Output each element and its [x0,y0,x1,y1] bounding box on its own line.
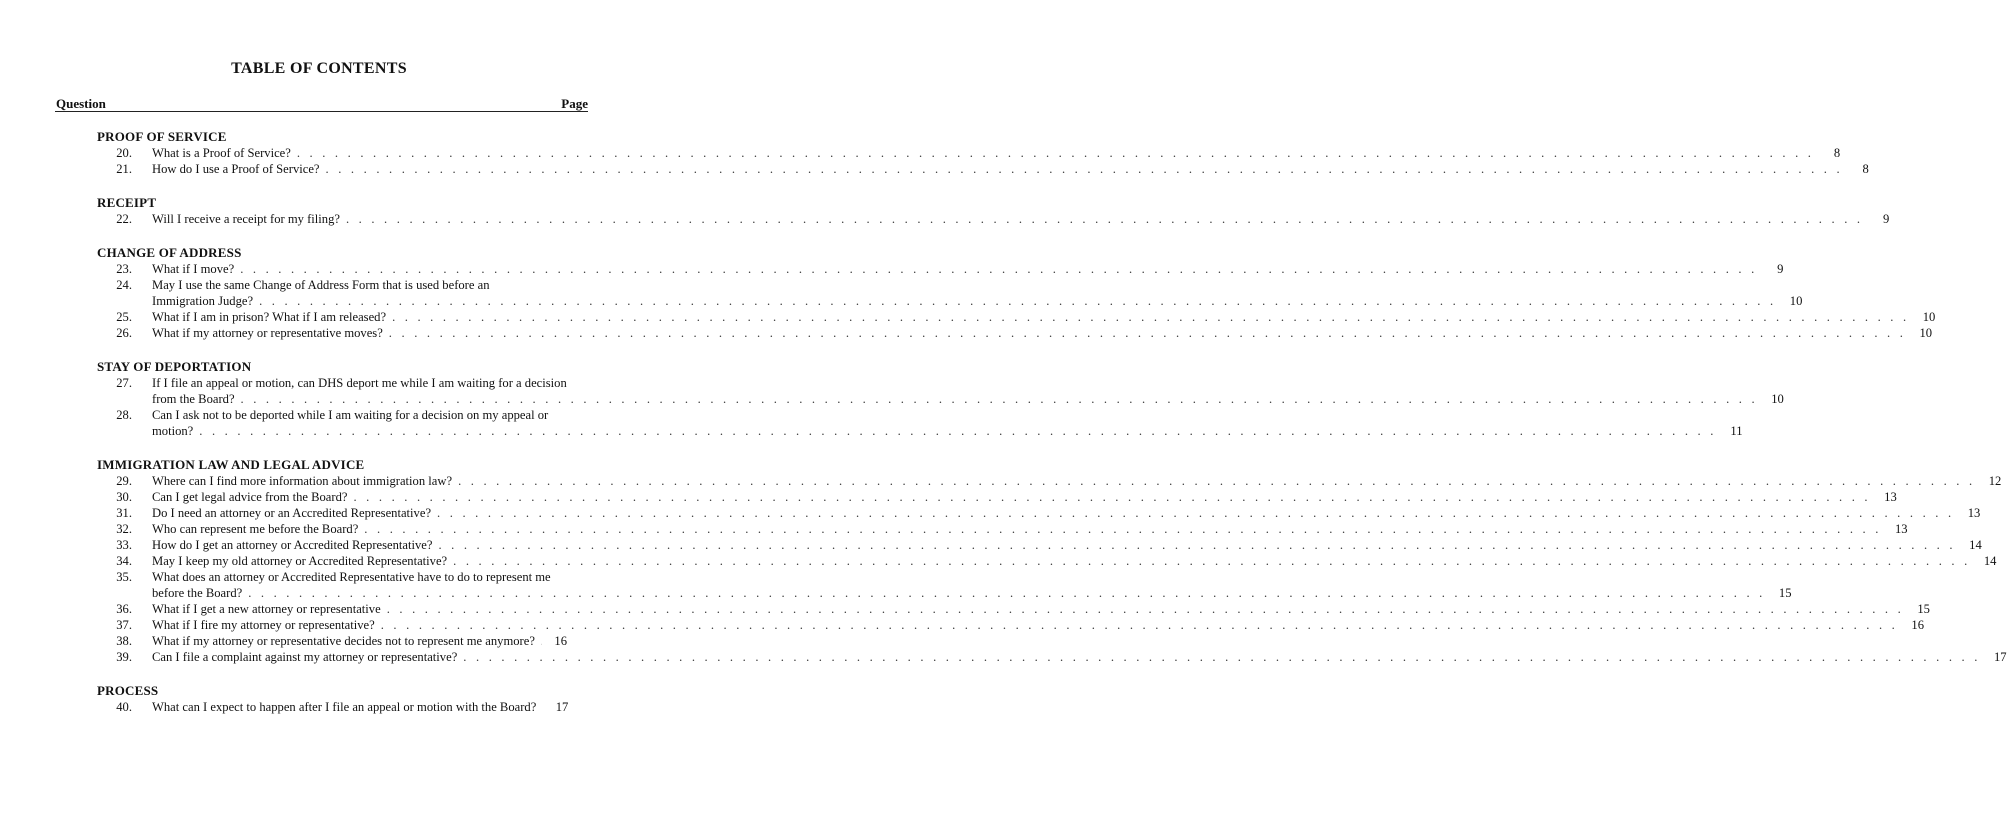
section-heading: PROOF OF SERVICE [97,129,227,144]
question-number: 23. [116,262,132,276]
dot-leader: . . . . . . . . . . . . . . . . . . . . . . . . . . . . . . . . . . . . . . . . . . . . . . . . . . . . . . . . . . . . . . . . . . . . . . . . . . . . . . . . . . . . . . . . . . . . . . . . . . . . . . . . . . . . . . . . . . . . . . . . [438,538,1956,552]
toc-entry [0,617,1925,633]
question-text [152,145,1841,161]
page-number: 15 [1778,586,1792,600]
question-line [152,407,567,423]
question-number: 37. [116,618,132,632]
toc-entry [0,601,1930,617]
question-line [152,309,1936,325]
page-number: 12 [1988,474,2002,488]
question-line [152,261,1784,277]
page-number: 11 [1730,424,1743,438]
question-text [152,601,1930,617]
page-number: 9 [1882,212,1890,226]
question-line [152,569,567,585]
question-number: 34. [116,554,132,568]
question-line [152,473,2002,489]
page-number: 17 [555,700,569,714]
page-number: 16 [1911,618,1925,632]
section-heading: STAY OF DEPORTATION [97,359,252,374]
dot-leader: . . . . . . . . . . . . . . . . . . . . . . . . . . . . . . . . . . . . . . . . . . . . . . . . . . . . . . . . . . . . . . . . . . . . . . . . . . . . . . . . . . . . . . . . . . . . . . . . . . . . . . . . . . . . . . . . . . . . . . . . [392,310,1910,324]
question-number: 39. [116,650,132,664]
question-number: 36. [116,602,132,616]
question-text [152,211,1890,227]
question-column-header: Question [56,96,106,111]
question-text [152,407,1743,439]
page-number: 13 [1894,522,1908,536]
question-line [152,649,2007,665]
question-line [152,601,1930,617]
question-line-text: What if I move? [152,262,235,276]
question-line-text: Where can I find more information about immigration law? [152,474,453,488]
page-number: 8 [1833,146,1841,160]
question-line [152,633,567,649]
question-number: 28. [116,408,132,422]
question-line [152,391,1784,407]
dot-leader: . . . . . . . . . . . . . . . . . . . . . . . . . . . . . . . . . . . . . . . . . . . . . . . . . . . . . . . . . . . . . . . . . . . . . . . . . . . . . . . . . . . . . . . . . . . . . . . . . . . . . . . . . . . . . . . . . . . . . . . . [296,146,1815,160]
page-number: 13 [1967,506,1981,520]
question-text [152,617,1925,633]
question-line [152,553,1997,569]
section-heading: IMMIGRATION LAW AND LEGAL ADVICE [97,457,365,472]
question-text [152,325,1933,341]
question-line [152,537,1982,553]
question-line-text: May I use the same Change of Address Form that is used before an [152,278,490,292]
question-line-text: What if I am in prison? What if I am released? [152,310,387,324]
toc-entry [0,569,1792,601]
page-number: 9 [1777,262,1784,276]
page-number: 15 [1917,602,1930,616]
question-text [152,569,1792,601]
toc-section [0,194,1890,227]
question-line-text: What is a Proof of Service? [152,146,291,160]
question-number: 33. [116,538,132,552]
section-heading: PROCESS [97,683,159,698]
question-line-text: Can I get legal advice from the Board? [152,490,348,504]
dot-leader: . . . . . . . . . . . . . . . . . . . . . . . . . . . . . . . . . . . . . . . . . . . . . . . . . . . . . . . . . . . . . . . . . . . . . . . . . . . . . . . . . . . . . . . . . . . . . . . . . . . . . . . . . . . . . . . . . . . . . . . . [437,506,1955,520]
question-line-text: What if I fire my attorney or representative? [152,618,375,632]
question-line [152,211,1890,227]
question-number: 29. [116,474,132,488]
toc-entry [0,537,1982,553]
toc-entry [0,277,1803,309]
question-text [152,537,1982,553]
question-line [152,585,1792,601]
question-line-text: What can I expect to happen after I file an appeal or motion with the Board? [152,700,537,714]
question-text [152,649,2007,665]
toc-entry [0,473,2002,489]
dot-leader: . . . . . . . . . . . . . . . . . . . . . . . . . . . . . . . . . . . . . . . . . . . . . . . . . . . . . . . . . . . . . . . . . . . . . . . . . . . . . . . . . . . . . . . . . . . . . . . . . . . . . . . . . . . . . . . . . . . . . . . . [463,650,1981,664]
question-line-text: Immigration Judge? [152,294,254,308]
toc-entry [0,375,1784,407]
question-text [152,505,1981,521]
question-line-text: from the Board? [152,392,235,406]
toc-entry [0,553,1997,569]
question-number: 21. [116,162,132,176]
question-line [152,325,1933,341]
question-number: 32. [116,522,132,536]
question-text [152,473,2002,489]
question-number: 25. [116,310,132,324]
question-line-text: What if my attorney or representative moves? [152,326,383,340]
question-number: 26. [116,326,132,340]
toc-entry [0,145,1841,161]
question-text [152,309,1936,325]
question-line-text: How do I get an attorney or Accredited Representative? [152,538,433,552]
question-number: 35. [116,570,132,584]
question-number: 38. [116,634,132,648]
question-line [152,505,1981,521]
question-line [152,293,1803,309]
question-line [152,699,567,715]
question-number: 24. [116,278,132,292]
page-number: 14 [1983,554,1997,568]
question-line-text: What does an attorney or Accredited Representative have to do to represent me [152,570,551,584]
toc-section [0,456,2007,665]
dot-leader: . . . . . . . . . . . . . . . . . . . . . . . . . . . . . . . . . . . . . . . . . . . . . . . . . . . . . . . . . . . . . . . . . . . . . . . . . . . . . . . . . . . . . . . . . . . . . . . . . . . . . . . . . . . . . . . . . . . . . . . . [386,602,1904,616]
question-line-text: Can I file a complaint against my attorney or representative? [152,650,458,664]
question-line-text: Will I receive a receipt for my filing? [152,212,340,226]
question-number: 31. [116,506,132,520]
question-text [152,521,1908,537]
question-line-text: What if I get a new attorney or representative [152,602,381,616]
page-number: 16 [554,634,567,648]
page-number: 10 [1922,310,1936,324]
dot-leader: . . . . . . . . . . . . . . . . . . . . . . . . . . . . . . . . . . . . . . . . . . . . . . . . . . . . . . . . . . . . . . . . . . . . . . . . . . . . . . . . . . . . . . . . . . . . . . . . . . . . . . . . . . . . . . . . . . . . . . . . [240,392,1758,406]
question-line-text: If I file an appeal or motion, can DHS deport me while I am waiting for a decision [152,376,567,390]
question-number: 30. [116,490,132,504]
page-number: 17 [1993,650,2007,664]
question-line-text: Can I ask not to be deported while I am waiting for a decision on my appeal or [152,408,549,422]
dot-leader: . . . . . . . . . . . . . . . . . . . . . . . . . . . . . . . . . . . . . . . . . . . . . . . . . . . . . . . . . . . . . . . . . . . . . . . . . . . . . . . . . . . . . . . . . . . . . . . . . . . . . . . . . . . . . . . . . . . . . . . . [345,212,1864,226]
dot-leader: . . . . . . . . . . . . . . . . . . . . . . . . . . . . . . . . . . . . . . . . . . . . . . . . . . . . . . . . . . . . . . . . . . . . . . . . . . . . . . . . . . . . . . . . . . . . . . . . . . . . . . . . . . . . . . . . . . . . . . . . [388,326,1907,340]
toc-section [0,244,1936,341]
page-number: 10 [1919,326,1933,340]
question-line [152,277,567,293]
toc-entry [0,699,638,715]
dot-leader: . . . . . . . . . . . . . . . . . . . . . . . . . . . . . . . . . . . . . . . . . . . . . . . . . . . . . . . . . . . . . . . . . . . . . . . . . . . . . . . . . . . . . . . . . . . . . . . . . . . . . . . . . . . . . . . . . . . . . . . . [353,490,1871,504]
dot-leader: . . . . . . . . . . . . . . . . . . . . . . . . . . . . . . . . . . . . . . . . . . . . . . . . . . . . . . . . . . . . . . . . . . . . . . . . . . . . . . . . . . . . . . . . . . . . . . . . . . . . . . . . . . . . . . . . . . . . . . . . [380,618,1899,632]
toc-entry [0,489,1897,505]
question-number: 20. [116,146,132,160]
toc-entry [0,211,1890,227]
toc-entry [0,309,1936,325]
toc-entry [0,407,1743,439]
section-heading: RECEIPT [97,195,157,210]
dot-leader: . . . . . . . . . . . . . . . . . . . . . . . . . . . . . . . . . . . . . . . . . . . . . . . . . . . . . . . . . . . . . . . . . . . . . . . . . . . . . . . . . . . . . . . . . . . . . . . . . . . . . . . . . . . . . . . . . . . . . . . . [240,262,1758,276]
question-line-text: Do I need an attorney or an Accredited Representative? [152,506,432,520]
page-number: 10 [1789,294,1803,308]
question-line [152,423,1743,439]
dot-leader: . . . . . . . . . . . . . . . . . . . . . . . . . . . . . . . . . . . . . . . . . . . . . . . . . . . . . . . . . . . . . . . . . . . . . . . . . . . . . . . . . . . . . . . . . . . . . . . . . . . . . . . . . . . . . . . . . . . . . . . . [325,162,1843,176]
header-rule [55,111,588,112]
question-text [152,633,567,649]
question-text [152,375,1784,407]
page-number: 14 [1969,538,1982,552]
toc-sections [0,128,2007,732]
dot-leader: . . . . . . . . . . . . . . . . . . . . . . . . . . . . . . . . . . . . . . . . . . . . . . . . . . . . . . . . . . . . . . . . . . . . . . . . . . . . . . . . . . . . . . . . . . . . . . . . . . . . . . . . . . . . . . . . . . . . . . . . [259,294,1777,308]
question-text [152,489,1897,505]
question-line-text: motion? [152,424,194,438]
toc-entry [0,325,1933,341]
dot-leader: . . . . . . . . . . . . . . . . . . . . . . . . . . . . . . . . . . . . . . . . . . . . . . . . . . . . . . . . . . . . . . . . . . . . . . . . . . . . . . . . . . . . . . . . . . . . . . . . . . . . . . . . . . . . . . . . . . . . . . . . [453,554,1971,568]
question-line-text: before the Board? [152,586,243,600]
page-number: 10 [1771,392,1784,406]
toc-section [0,128,1869,177]
toc-section [0,682,638,715]
dot-leader: . . . . . . . . . . . . . . . . . . . . . . . . . . . . . . . . . . . . . . . . . . . . . . . . . . . . . . . . . . . . . . . . . . . . . . . . . . . . . . . . . . . . . . . . . . . . . . . . . . . . . . . . . . . . . . . . . . . . . . . . [248,586,1766,600]
question-number: 22. [116,212,132,226]
question-text [152,277,1803,309]
question-line-text: What if my attorney or representative decides not to represent me anymore? [152,634,535,648]
question-text [152,261,1784,277]
section-heading: CHANGE OF ADDRESS [97,245,242,260]
toc-entry [0,633,638,649]
question-line-text: Who can represent me before the Board? [152,522,359,536]
question-line [152,489,1897,505]
question-number: 40. [116,700,132,714]
question-line [152,617,1925,633]
page-column-header: Page [561,96,588,111]
page-number: 8 [1862,162,1869,176]
question-line [152,161,1869,177]
toc-entry [0,161,1869,177]
dot-leader: . . . . . . . . . . . . . . . . . . . . . . . . . . . . . . . . . . . . . . . . . . . . . . . . . . . . . . . . . . . . . . . . . . . . . . . . . . . . . . . . . . . . . . . . . . . . . . . . . . . . . . . . . . . . . . . . . . . . . . . . [458,474,1976,488]
question-line-text: May I keep my old attorney or Accredited Representative? [152,554,448,568]
page-number: 13 [1884,490,1897,504]
toc-entry [0,505,1981,521]
page-title: TABLE OF CONTENTS [231,60,407,77]
toc-section [0,358,1784,439]
question-text [152,553,1997,569]
question-line [152,521,1908,537]
dot-leader: . . . . . . . . . . . . . . . . . . . . . . . . . . . . . . . . . . . . . . . . . . . . . . . . . . . . . . . . . . . . . . . . . . . . . . . . . . . . . . . . . . . . . . . . . . . . . . . . . . . . . . . . . . . . . . . . . . . . . . . . [199,424,1717,438]
question-line [152,145,1841,161]
question-number: 27. [116,376,132,390]
question-line-text: How do I use a Proof of Service? [152,162,320,176]
toc-entry [0,649,2007,665]
dot-leader: . . . . . . . . . . . . . . . . . . . . . . . . . . . . . . . . . . . . . . . . . . . . . . . . . . . . . . . . . . . . . . . . . . . . . . . . . . . . . . . . . . . . . . . . . . . . . . . . . . . . . . . . . . . . . . . . . . . . . . . . [364,522,1882,536]
question-line [152,375,567,391]
question-text [152,161,1869,177]
question-text [152,699,567,715]
toc-entry [0,261,1784,277]
toc-entry [0,521,1908,537]
